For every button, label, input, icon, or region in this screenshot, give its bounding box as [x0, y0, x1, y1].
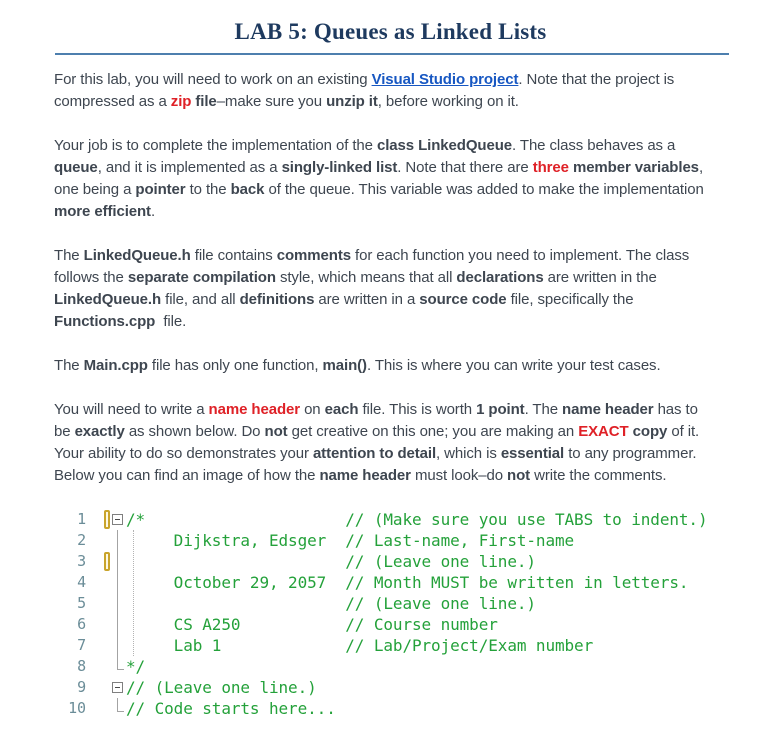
paragraph	[54, 245, 733, 333]
text-run: file contains	[190, 247, 277, 264]
text-run: singly-linked list	[281, 159, 398, 176]
text-run: . The class behaves as a	[512, 137, 676, 154]
text-run: file, specifically the	[506, 291, 634, 308]
paragraph	[54, 135, 733, 223]
text-line	[54, 69, 733, 91]
text-run: not	[507, 467, 531, 484]
text-line	[54, 355, 733, 377]
text-run: one being a	[54, 181, 136, 198]
text-run: file. This is worth	[358, 401, 477, 418]
text-run: Your job is to complete the implementation of the	[54, 137, 377, 154]
code-text: Lab 1 // Lab/Project/Exam number	[126, 636, 594, 655]
text-run: EXACT	[578, 423, 629, 440]
code-text: // Code starts here...	[126, 699, 336, 718]
fold-region-end	[117, 698, 124, 712]
text-run: unzip it	[326, 93, 378, 110]
line-number: 5	[77, 594, 86, 612]
code-line	[55, 614, 733, 635]
text-run: more efficient	[54, 203, 151, 220]
text-line	[54, 91, 733, 113]
fold-region-line	[117, 530, 118, 551]
text-run: separate compilation	[127, 269, 276, 286]
page-title: LAB 5: Queues as Linked Lists	[234, 19, 547, 44]
text-run: , and it is implemented as a	[97, 159, 282, 176]
line-number: 8	[77, 657, 86, 675]
text-run: compressed as a	[54, 93, 171, 110]
code-text: Dijkstra, Edsger // Last-name, First-name	[126, 531, 575, 550]
text-run: of it.	[667, 423, 700, 440]
code-text: CS A250 // Course number	[126, 615, 498, 634]
text-line	[54, 135, 733, 157]
code-text: October 29, 2057 // Month MUST be written in letters.	[126, 573, 689, 592]
text-run: not	[264, 423, 288, 440]
text-run: name header	[208, 401, 300, 418]
text-run: of the queue. This variable was added to make the implementation	[264, 181, 704, 198]
line-number: 6	[77, 615, 86, 633]
code-text: /* // (Make sure you use TABS to indent.)	[126, 510, 708, 529]
text-run: attention to detail	[312, 445, 437, 462]
text-line	[54, 399, 733, 421]
text-line	[54, 311, 733, 333]
text-run: . The	[524, 401, 563, 418]
paragraph	[54, 355, 733, 377]
text-run: , before working on it.	[377, 93, 519, 110]
text-run: LinkedQueue.h	[83, 247, 191, 264]
text-run: name header	[562, 401, 654, 418]
text-run: source code	[419, 291, 507, 308]
fold-region-line	[117, 593, 118, 614]
text-run: exactly	[74, 423, 125, 440]
code-line	[55, 656, 733, 677]
text-run: For this lab, you will need to work on an existing	[54, 71, 372, 88]
text-run: . Note that the project is	[518, 71, 675, 88]
text-run: queue	[54, 159, 98, 176]
code-line	[55, 509, 733, 530]
text-run: back	[230, 181, 265, 198]
text-line	[54, 201, 733, 223]
text-run: class LinkedQueue	[376, 137, 513, 154]
text-run: style, which means that all	[275, 269, 457, 286]
text-line	[54, 245, 733, 267]
paragraphs	[54, 69, 733, 487]
text-line	[54, 421, 733, 443]
text-run: file	[195, 93, 217, 110]
text-run: be	[54, 423, 75, 440]
text-run: on	[300, 401, 325, 418]
text-run: main()	[322, 357, 367, 374]
change-indicator-bar	[104, 552, 110, 571]
text-run: –make sure you	[216, 93, 327, 110]
visual-studio-project-link[interactable]: Visual Studio project	[371, 71, 519, 88]
text-line	[54, 267, 733, 289]
text-run: zip	[170, 93, 192, 110]
fold-region-line	[117, 635, 118, 656]
text-run: comments	[276, 247, 351, 264]
text-run: , which is	[436, 445, 501, 462]
text-run: The	[54, 247, 84, 264]
fold-region-end	[117, 656, 124, 670]
text-run: follows the	[54, 269, 128, 286]
line-number: 4	[77, 573, 86, 591]
text-line	[54, 465, 733, 487]
code-line	[55, 572, 733, 593]
line-number: 9	[77, 678, 86, 696]
text-run: has to	[653, 401, 698, 418]
text-run: are written in the	[543, 269, 657, 286]
text-run: each	[324, 401, 359, 418]
text-run: essential	[500, 445, 565, 462]
text-run: file, and all	[161, 291, 240, 308]
text-run: LinkedQueue.h	[54, 291, 162, 308]
text-run: name header	[319, 467, 411, 484]
paragraph	[54, 399, 733, 487]
text-run: to the	[185, 181, 231, 198]
text-run: pointer	[135, 181, 186, 198]
text-run: .	[150, 203, 156, 220]
text-run: Functions.cpp	[54, 313, 156, 330]
code-line	[55, 698, 733, 719]
title-divider	[55, 53, 729, 55]
text-run: copy	[632, 423, 668, 440]
fold-region-line	[117, 614, 118, 635]
text-run: for each function you need to implement. The class	[350, 247, 690, 264]
document-body	[54, 69, 733, 719]
text-run: three	[532, 159, 569, 176]
code-screenshot	[55, 509, 733, 719]
text-run: write the comments.	[530, 467, 667, 484]
line-number: 10	[68, 699, 86, 717]
text-run: member variables	[572, 159, 699, 176]
text-run: . This is where you can write your test cases.	[366, 357, 661, 374]
fold-collapse-icon	[112, 514, 123, 525]
line-number: 1	[77, 510, 86, 528]
text-run: declarations	[456, 269, 544, 286]
text-run: must look–do	[410, 467, 508, 484]
code-line	[55, 551, 733, 572]
code-text: // (Leave one line.)	[126, 678, 317, 697]
text-line	[54, 179, 733, 201]
text-run: ,	[698, 159, 704, 176]
code-text: // (Leave one line.)	[126, 594, 536, 613]
text-run: The	[54, 357, 84, 374]
fold-region-line	[117, 551, 118, 572]
text-run: 1 point	[476, 401, 525, 418]
fold-collapse-icon	[112, 682, 123, 693]
text-run: file.	[155, 313, 187, 330]
change-indicator-bar	[104, 510, 110, 529]
code-text: */	[126, 657, 146, 676]
text-run: file has only one function,	[147, 357, 323, 374]
text-line	[54, 157, 733, 179]
text-run: are written in a	[314, 291, 420, 308]
text-run: get creative on this one; you are making an	[287, 423, 579, 440]
line-number: 2	[77, 531, 86, 549]
fold-region-line	[117, 572, 118, 593]
text-line	[54, 443, 733, 465]
text-run: Below you can find an image of how the	[54, 467, 320, 484]
text-run: definitions	[239, 291, 315, 308]
text-run: You will need to write a	[54, 401, 209, 418]
text-run: Main.cpp	[83, 357, 148, 374]
text-run: Your ability to do so demonstrates your	[54, 445, 313, 462]
line-number: 7	[77, 636, 86, 654]
code-line	[55, 593, 733, 614]
text-line	[54, 289, 733, 311]
paragraph	[54, 69, 733, 113]
text-run: as shown below. Do	[124, 423, 265, 440]
text-run: to any programmer.	[564, 445, 697, 462]
code-line	[55, 530, 733, 551]
code-line	[55, 677, 733, 698]
code-line	[55, 635, 733, 656]
line-number: 3	[77, 552, 86, 570]
code-text: // (Leave one line.)	[126, 552, 536, 571]
text-run: . Note that there are	[397, 159, 533, 176]
